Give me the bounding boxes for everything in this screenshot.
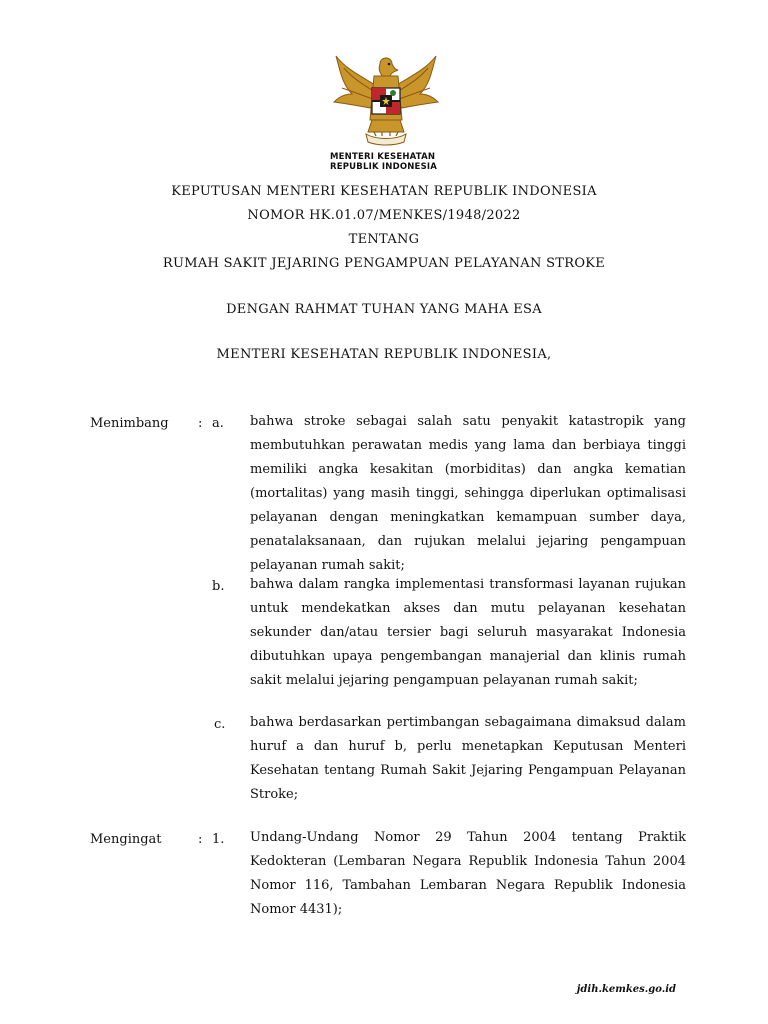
mengingat-label: Mengingat — [90, 832, 162, 847]
footer-url: jdih.kemkes.go.id — [576, 984, 676, 995]
menimbang-item-c: bahwa berdasarkan pertimbangan sebagaimana dimaksud dalam huruf a dan huruf b, perlu menetapkan Keputusan Menteri Kesehatan tentang Rumah Sakit Jejaring Pengampuan Pelayanan Stroke; — [250, 715, 686, 802]
emblem-caption-line1: MENTERI KESEHATAN — [330, 152, 436, 162]
mengingat-marker-1: 1. — [212, 832, 225, 847]
emblem-caption — [330, 152, 450, 172]
decree-number: NOMOR HK.01.07/MENKES/1948/2022 — [247, 208, 521, 223]
invocation: DENGAN RAHMAT TUHAN YANG MAHA ESA — [226, 302, 542, 317]
mengingat-item-1: Undang-Undang Nomor 29 Tahun 2004 tentang Praktik Kedokteran (Lembaran Negara Republik Indonesia Tahun 2004 Nomor 116, Tambahan Lembaran Negara Republik Indonesia Nomor 4431); — [250, 830, 686, 917]
menimbang-item-a: bahwa stroke sebagai salah satu penyakit katastropik yang membutuhkan perawatan medis yang lama dan berbiaya tinggi memiliki angka kesakitan (morbiditas) dan angka kematian (mortalitas) yang masih tinggi, sehingga diperlukan optimalisasi pelayanan dengan meningkatkan kemampuan sumber daya, penatalaksanaan, dan rujukan melalui jejaring pengampuan pelayanan rumah sakit; — [250, 414, 686, 573]
garuda-emblem-icon — [330, 50, 442, 150]
menimbang-marker-a: a. — [212, 416, 224, 431]
mengingat-colon: : — [198, 832, 203, 847]
decree-title: KEPUTUSAN MENTERI KESEHATAN REPUBLIK INDONESIA — [171, 184, 597, 199]
decree-subject: RUMAH SAKIT JEJARING PENGAMPUAN PELAYANAN STROKE — [162, 256, 606, 271]
menimbang-label: Menimbang — [90, 416, 169, 431]
menimbang-marker-b: b. — [212, 579, 225, 594]
decree-about: TENTANG — [348, 232, 420, 247]
minister-heading: MENTERI KESEHATAN REPUBLIK INDONESIA, — [216, 347, 552, 362]
menimbang-colon: : — [198, 416, 203, 431]
emblem-caption-line2: REPUBLIK INDONESIA — [330, 162, 438, 172]
menimbang-marker-c: c. — [214, 717, 226, 732]
menimbang-item-b: bahwa dalam rangka implementasi transformasi layanan rujukan untuk mendekatkan akses dan mutu pelayanan kesehatan sekunder dan/atau tersier bagi seluruh masyarakat Indonesia dibutuhkan upaya pengembangan manajerial dan klinis rumah sakit melalui jejaring pengampuan pelayanan rumah sakit; — [250, 577, 686, 688]
